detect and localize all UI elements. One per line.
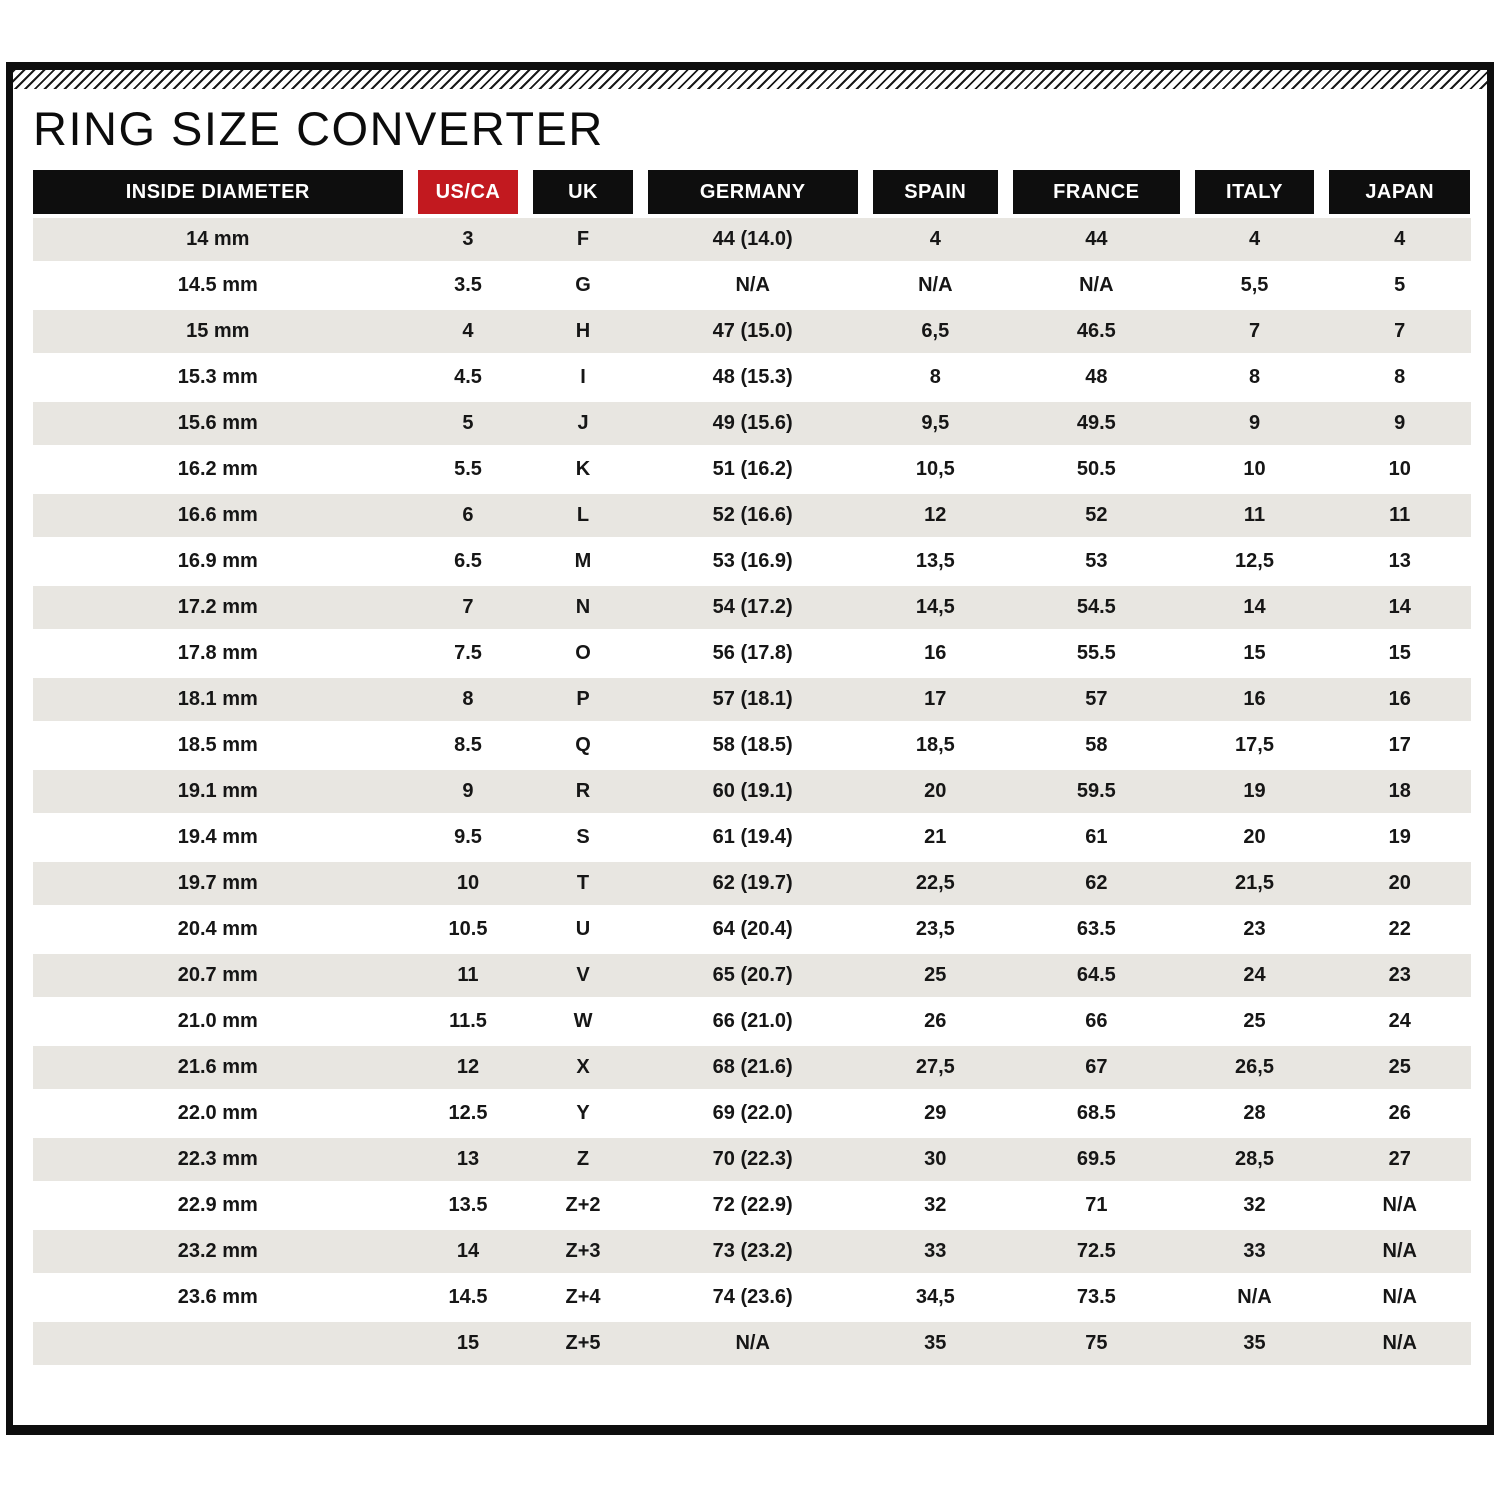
cell: Z+2 (565, 1194, 601, 1216)
cell: 65 (20.7) (712, 964, 793, 986)
table-row (33, 1276, 1471, 1319)
cell: H (575, 320, 591, 342)
cell: 20 (1243, 826, 1266, 848)
cell: 4 (1394, 228, 1406, 250)
cell: 73 (23.2) (712, 1240, 793, 1262)
table-row (33, 1046, 1471, 1089)
table-row (33, 1230, 1471, 1273)
cell: 29 (924, 1102, 947, 1124)
cell: 28,5 (1235, 1148, 1274, 1170)
cell: 59.5 (1076, 780, 1116, 802)
cell: 14 (1243, 596, 1266, 618)
cell: 12 (924, 504, 947, 526)
cell: N/A (735, 1332, 770, 1354)
cell: X (576, 1056, 590, 1078)
cell: 4 (1248, 228, 1261, 250)
cell: 49 (15.6) (712, 412, 793, 434)
cell: Z+3 (565, 1240, 601, 1262)
cell: 6 (462, 504, 474, 526)
cell: 57 (1085, 688, 1108, 710)
cell: 47 (15.0) (712, 320, 793, 342)
cell: 15 (456, 1332, 480, 1354)
cell: N/A (1079, 274, 1114, 296)
cell: 16 (1243, 688, 1266, 710)
cell: 67 (1085, 1056, 1108, 1078)
cell: 8 (929, 366, 941, 388)
cell: 52 (1085, 504, 1108, 526)
cell: 14.5 mm (177, 274, 258, 296)
cell: 48 (15.3) (712, 366, 793, 388)
cell: 53 (16.9) (712, 550, 793, 572)
cell: 48 (1085, 366, 1108, 388)
cell: 7.5 (454, 642, 482, 664)
cell: 18.5 mm (177, 734, 258, 756)
cell: 54 (17.2) (712, 596, 793, 618)
cell: 9 (462, 780, 474, 802)
column-header-spain: SPAIN (873, 170, 998, 214)
cell: 58 (1085, 734, 1108, 756)
cell: 68 (21.6) (712, 1056, 793, 1078)
cell: 62 (1085, 872, 1108, 894)
cell: 19.1 mm (177, 780, 258, 802)
cell: 18.1 mm (177, 688, 258, 710)
cell: 9.5 (454, 826, 482, 848)
cell: 64 (20.4) (712, 918, 793, 940)
cell: 73.5 (1076, 1286, 1116, 1308)
cell: N/A (1382, 1332, 1417, 1354)
cell: 23 (1388, 964, 1411, 986)
cell: J (577, 412, 589, 434)
cell: M (574, 550, 592, 572)
cell: 8.5 (454, 734, 482, 756)
cell: 57 (18.1) (712, 688, 793, 710)
cell: 26 (924, 1010, 947, 1032)
cell: 4.5 (454, 366, 482, 388)
cell: 10 (1388, 458, 1411, 480)
cell: 11 (1389, 504, 1411, 526)
cell: 66 (1085, 1010, 1108, 1032)
cell: 23 (1243, 918, 1266, 940)
cell: 52 (16.6) (712, 504, 793, 526)
column-header-us-ca: US/CA (418, 170, 519, 214)
cell: 27,5 (915, 1056, 955, 1078)
table-row (33, 908, 1471, 951)
cell: 3.5 (454, 274, 482, 296)
cell: 26,5 (1235, 1056, 1274, 1078)
cell: T (576, 872, 590, 894)
cell: I (580, 366, 586, 388)
cell: N/A (918, 274, 953, 296)
cell: 23,5 (915, 918, 955, 940)
cell: 15.6 mm (177, 412, 258, 434)
cell: R (575, 780, 591, 802)
cell: 25 (1243, 1010, 1266, 1032)
cell: 33 (1243, 1240, 1266, 1262)
cell: 27 (1388, 1148, 1411, 1170)
cell: 19 (1388, 826, 1411, 848)
cell: V (576, 964, 590, 986)
cell: 4 (929, 228, 941, 250)
cell: 17,5 (1235, 734, 1274, 756)
table-row (33, 218, 1471, 261)
cell: 17.2 mm (177, 596, 258, 618)
cell: 10,5 (915, 458, 955, 480)
table-body (33, 218, 1471, 1365)
cell: F (576, 228, 590, 250)
cell: 11.5 (449, 1010, 487, 1032)
cell: 5 (1394, 274, 1406, 296)
table-row (33, 264, 1471, 307)
cell: 15 (1243, 642, 1266, 664)
cell: 22.0 mm (177, 1102, 258, 1124)
cell: N/A (1382, 1286, 1417, 1308)
cell: 4 (462, 320, 474, 342)
cell: 10.5 (448, 918, 488, 940)
cell: 18,5 (915, 734, 955, 756)
cell: 14.5 (448, 1286, 488, 1308)
cell: 13,5 (915, 550, 955, 572)
cell: 20.4 mm (177, 918, 258, 940)
cell: N/A (1382, 1194, 1417, 1216)
table-row (33, 540, 1471, 583)
cell: 19.4 mm (177, 826, 258, 848)
cell: Y (576, 1102, 590, 1124)
cell: 3 (462, 228, 474, 250)
cell: 15.3 mm (177, 366, 258, 388)
cell: 5 (462, 412, 474, 434)
cell: N/A (1382, 1240, 1417, 1262)
cell: P (576, 688, 590, 710)
cell: Z+5 (565, 1332, 601, 1354)
cell: 20.7 mm (177, 964, 258, 986)
cell: 6,5 (921, 320, 950, 342)
cell: L (576, 504, 590, 526)
cell: 17 (1388, 734, 1411, 756)
cell: 8 (462, 688, 474, 710)
cell: 6.5 (454, 550, 482, 572)
ring-size-table (33, 170, 1471, 1365)
cell: Q (575, 734, 591, 756)
cell: Z (576, 1148, 590, 1170)
cell: 22.3 mm (177, 1148, 258, 1170)
cell: G (575, 274, 591, 296)
cell: 68.5 (1076, 1102, 1116, 1124)
cell: 34,5 (915, 1286, 955, 1308)
cell: 72.5 (1076, 1240, 1116, 1262)
table-row (33, 770, 1471, 813)
cell: 53 (1085, 550, 1108, 572)
cell: 22,5 (915, 872, 955, 894)
cell: 25 (924, 964, 947, 986)
cell: 9 (1248, 412, 1261, 434)
cell: N/A (1237, 1286, 1272, 1308)
cell: 56 (17.8) (712, 642, 793, 664)
cell: 32 (924, 1194, 947, 1216)
cell: 22 (1388, 918, 1411, 940)
cell: 71 (1085, 1194, 1108, 1216)
table-row (33, 310, 1471, 353)
cell: 44 (14.0) (712, 228, 793, 250)
column-header-uk: UK (533, 170, 632, 214)
cell: 32 (1243, 1194, 1266, 1216)
column-header-italy: ITALY (1195, 170, 1314, 214)
cell: 7 (1394, 320, 1406, 342)
table-row (33, 862, 1471, 905)
cell: 21 (924, 826, 947, 848)
cell: 35 (1243, 1332, 1266, 1354)
cell: 70 (22.3) (712, 1148, 793, 1170)
cell: 21.6 mm (177, 1056, 258, 1078)
cell: 26 (1388, 1102, 1411, 1124)
cell: 5,5 (1240, 274, 1269, 296)
cell: 14 mm (186, 228, 250, 250)
cell: 8 (1248, 366, 1261, 388)
cell: 64.5 (1076, 964, 1116, 986)
cell: 9 (1394, 412, 1406, 434)
cell: 16 (1388, 688, 1411, 710)
cell: 35 (924, 1332, 947, 1354)
cell: 18 (1388, 780, 1411, 802)
column-header-france: FRANCE (1013, 170, 1180, 214)
cell: 55.5 (1076, 642, 1116, 664)
chart-frame (6, 62, 1494, 1435)
cell: 12 (456, 1056, 480, 1078)
cell: N/A (735, 274, 770, 296)
cell: 16.6 mm (177, 504, 258, 526)
cell: 14,5 (915, 596, 955, 618)
table-row (33, 586, 1471, 629)
cell: 7 (462, 596, 474, 618)
cell: 8 (1394, 366, 1406, 388)
column-header-japan: JAPAN (1329, 170, 1470, 214)
cell: 62 (19.7) (712, 872, 793, 894)
table-row (33, 356, 1471, 399)
cell: 14 (456, 1240, 480, 1262)
cell: 16.2 mm (177, 458, 258, 480)
cell: 15 mm (186, 320, 250, 342)
cell: Z+4 (565, 1286, 601, 1308)
cell: O (575, 642, 591, 664)
cell: 46.5 (1076, 320, 1116, 342)
table-row (33, 448, 1471, 491)
cell: 13 (1388, 550, 1411, 572)
cell: 15 (1388, 642, 1411, 664)
cell: 44 (1085, 228, 1108, 250)
table-row (33, 494, 1471, 537)
page-title: RING SIZE CONVERTER (33, 102, 604, 155)
table-header-row (33, 170, 1471, 214)
cell: S (576, 826, 590, 848)
cell: W (573, 1010, 593, 1032)
table-row (33, 402, 1471, 445)
cell: 9,5 (921, 412, 950, 434)
cell: 25 (1388, 1056, 1411, 1078)
table-row (33, 954, 1471, 997)
cell: 7 (1248, 320, 1261, 342)
cell: 72 (22.9) (712, 1194, 793, 1216)
cell: 66 (21.0) (712, 1010, 793, 1032)
table-row (33, 678, 1471, 721)
table-row (33, 1138, 1471, 1181)
cell: 61 (1085, 826, 1108, 848)
cell: 5.5 (454, 458, 482, 480)
cell: 24 (1388, 1010, 1411, 1032)
cell: U (575, 918, 591, 940)
cell: 20 (1388, 872, 1411, 894)
cell: 11 (1243, 504, 1266, 526)
cell: 58 (18.5) (712, 734, 793, 756)
cell: 19 (1243, 780, 1266, 802)
cell: 16.9 mm (177, 550, 258, 572)
cell: 30 (924, 1148, 947, 1170)
cell: 11 (457, 964, 479, 986)
table-row (33, 1184, 1471, 1227)
cell: 24 (1243, 964, 1266, 986)
cell: 17.8 mm (177, 642, 258, 664)
cell: 50.5 (1076, 458, 1116, 480)
column-header-germany: GERMANY (648, 170, 858, 214)
cell: 51 (16.2) (712, 458, 793, 480)
cell: 16 (924, 642, 947, 664)
cell: K (575, 458, 591, 480)
cell: 19.7 mm (177, 872, 258, 894)
cell: 74 (23.6) (712, 1286, 793, 1308)
table-row (33, 724, 1471, 767)
cell: 14 (1388, 596, 1411, 618)
cell: 28 (1243, 1102, 1266, 1124)
cell: 21.0 mm (177, 1010, 258, 1032)
cell: 23.2 mm (177, 1240, 258, 1262)
cell: 21,5 (1235, 872, 1274, 894)
cell: 69.5 (1076, 1148, 1116, 1170)
cell: 61 (19.4) (712, 826, 793, 848)
cell: N (575, 596, 591, 618)
cell: 12.5 (448, 1102, 488, 1124)
cell: 49.5 (1076, 412, 1116, 434)
table-row (33, 632, 1471, 675)
hatched-border (13, 70, 1487, 89)
cell: 12,5 (1235, 550, 1274, 572)
cell: 13 (456, 1148, 480, 1170)
table-row (33, 1000, 1471, 1043)
cell: 69 (22.0) (712, 1102, 793, 1124)
cell: 17 (924, 688, 947, 710)
cell: 22.9 mm (177, 1194, 258, 1216)
cell: 20 (924, 780, 947, 802)
cell: 54.5 (1076, 596, 1116, 618)
cell: 10 (1243, 458, 1266, 480)
cell: 10 (456, 872, 480, 894)
cell: 13.5 (448, 1194, 488, 1216)
cell: 75 (1085, 1332, 1108, 1354)
cell: 33 (924, 1240, 947, 1262)
table-row (33, 1322, 1471, 1365)
cell: 60 (19.1) (712, 780, 793, 802)
column-header-inside-diameter: INSIDE DIAMETER (33, 170, 403, 214)
cell: 63.5 (1076, 918, 1116, 940)
cell: 23.6 mm (177, 1286, 258, 1308)
table-row (33, 816, 1471, 859)
table-row (33, 1092, 1471, 1135)
